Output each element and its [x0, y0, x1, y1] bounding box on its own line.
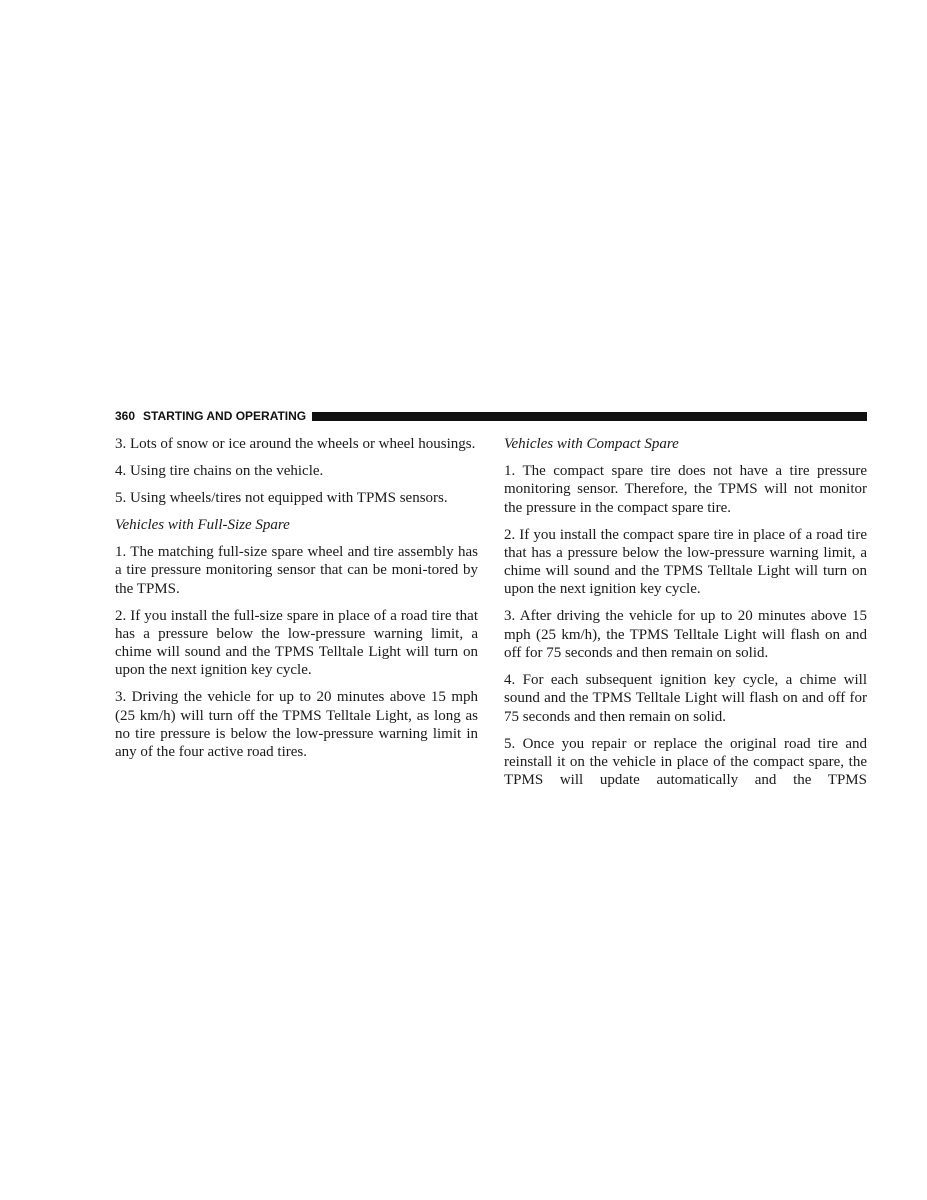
paragraph: 2. If you install the compact spare tire in place of a road tire that has a pressure below the low-pressure warning limit, a chime will sound and the TPMS Telltale Light will turn on upon the next ignition key cycle. — [504, 526, 867, 598]
paragraph: 5. Using wheels/tires not equipped with TPMS sensors. — [115, 489, 448, 506]
page-header — [115, 409, 867, 423]
subheading-full-size-spare: Vehicles with Full-Size Spare — [115, 516, 290, 533]
paragraph: 3. After driving the vehicle for up to 20 minutes above 15 mph (25 km/h), the TPMS Telltale Light will flash on and off for 75 seconds and then remain on solid. — [504, 608, 867, 662]
subheading-compact-spare: Vehicles with Compact Spare — [504, 436, 679, 452]
left-column — [115, 435, 478, 770]
paragraph: 3. Lots of snow or ice around the wheels or wheel housings. — [115, 436, 476, 452]
header-rule — [312, 412, 867, 421]
paragraph: 4. Using tire chains on the vehicle. — [115, 462, 324, 479]
paragraph: 3. Driving the vehicle for up to 20 minutes above 15 mph (25 km/h) will turn off the TPMS Telltale Light, as long as no tire pressure is below the low-pressure warning limit in any of the four active road tires. — [115, 689, 478, 761]
section-title: STARTING AND OPERATING — [143, 409, 307, 423]
paragraph: 5. Once you repair or replace the original road tire and reinstall it on the vehicle in place of the compact spare, the TPMS will update automatically and the TPMS — [504, 735, 867, 789]
paragraph: 2. If you install the full-size spare in place of a road tire that has a pressure below the low-pressure warning limit, a chime will sound and the TPMS Telltale Light will turn on upon the next ignition key cycle. — [115, 607, 478, 679]
page-number: 360 — [115, 409, 136, 423]
paragraph: 1. The compact spare tire does not have a tire pressure monitoring sensor. Therefore, the TPMS will not monitor the pressure in the compact spare tire. — [504, 462, 867, 516]
right-column — [504, 435, 867, 798]
paragraph: 4. For each subsequent ignition key cycle, a chime will sound and the TPMS Telltale Light will flash on and off for 75 seconds and then remain on solid. — [504, 672, 867, 725]
paragraph: 1. The matching full-size spare wheel and tire assembly has a tire pressure monitoring sensor that can be moni-tored by the TPMS. — [115, 543, 478, 597]
